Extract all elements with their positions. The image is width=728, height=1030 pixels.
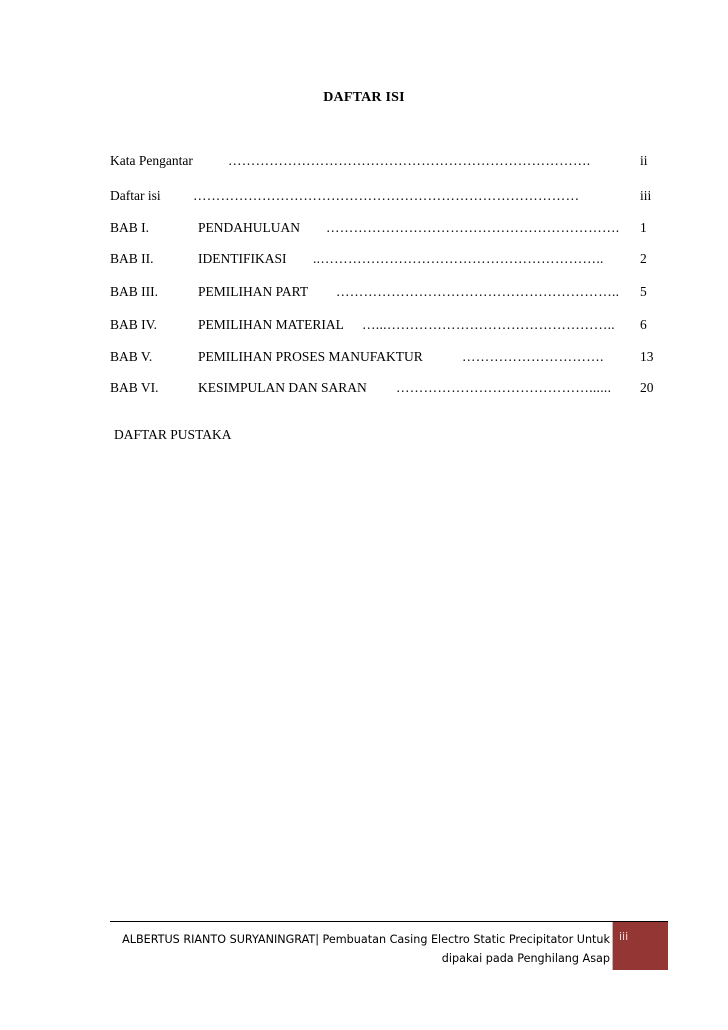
toc-leader-dots: …...………………………………………….. [362, 317, 615, 332]
footer-line-2: dipakai pada Penghilang Asap [441, 952, 610, 965]
toc-page-number: 2 [640, 251, 647, 266]
toc-leader-dots: ..…………………………………………………….. [313, 251, 604, 266]
toc-entry-label: BAB IV. [110, 317, 158, 332]
toc-page-number: iii [640, 188, 652, 203]
toc-entry-label: BAB V. [110, 349, 153, 364]
toc-entry-title: IDENTIFIKASI [198, 251, 287, 266]
footer-author-title [110, 930, 610, 968]
toc-page-number: 5 [640, 284, 647, 299]
toc-leader-dots: ……………………………………...... [396, 380, 612, 395]
toc-leader-dots: ………………………………………………………………………… [193, 188, 580, 203]
toc-leader-dots: …………………………. [462, 349, 604, 364]
toc-entry-label: BAB III. [110, 284, 158, 299]
toc-entry-bab-6[interactable] [110, 380, 662, 400]
page-title: DAFTAR ISI [323, 90, 405, 105]
footer-line-1: ALBERTUS RIANTO SURYANINGRAT| Pembuatan Casing Electro Static Precipitator Untuk [122, 933, 610, 946]
toc-leader-dots: ……………………………………………………………………. [228, 153, 591, 168]
toc-entry-bab-3[interactable] [110, 284, 662, 304]
footer-page-box [613, 922, 668, 970]
toc-entry-bab-5[interactable] [110, 349, 662, 369]
toc-entry-title: PEMILIHAN MATERIAL [198, 317, 344, 332]
toc-entry-daftar-isi[interactable] [110, 188, 662, 208]
toc-entry-label: Daftar isi [110, 188, 161, 203]
toc-entry-label: Kata Pengantar [110, 153, 193, 168]
toc-page-number: ii [640, 153, 648, 168]
toc-entry-label: BAB I. [110, 220, 150, 235]
toc-entry-label: BAB VI. [110, 380, 159, 395]
toc-entry-title: PEMILIHAN PART [198, 284, 309, 299]
toc-entry-title: PENDAHULUAN [198, 220, 300, 235]
toc-page-number: 20 [640, 380, 654, 395]
footer-page-number: iii [619, 930, 629, 943]
toc-page-number: 13 [640, 349, 654, 364]
toc-entry-daftar-pustaka[interactable]: DAFTAR PUSTAKA [114, 427, 232, 442]
toc-page-number: 6 [640, 317, 647, 332]
toc-entry-bab-2[interactable] [110, 251, 662, 271]
toc-entry-bab-1[interactable] [110, 220, 662, 240]
footer-divider [110, 921, 668, 922]
toc-entry-label: BAB II. [110, 251, 154, 266]
toc-entry-title: PEMILIHAN PROSES MANUFAKTUR [198, 349, 423, 364]
toc-entry-title: KESIMPULAN DAN SARAN [198, 380, 367, 395]
toc-entry-kata-pengantar[interactable] [110, 153, 662, 173]
toc-leader-dots: …………………………………………………….. [336, 284, 620, 299]
toc-page-number: 1 [640, 220, 647, 235]
toc-leader-dots: ………………………………………………………. [326, 220, 620, 235]
toc-entry-bab-4[interactable] [110, 317, 662, 337]
